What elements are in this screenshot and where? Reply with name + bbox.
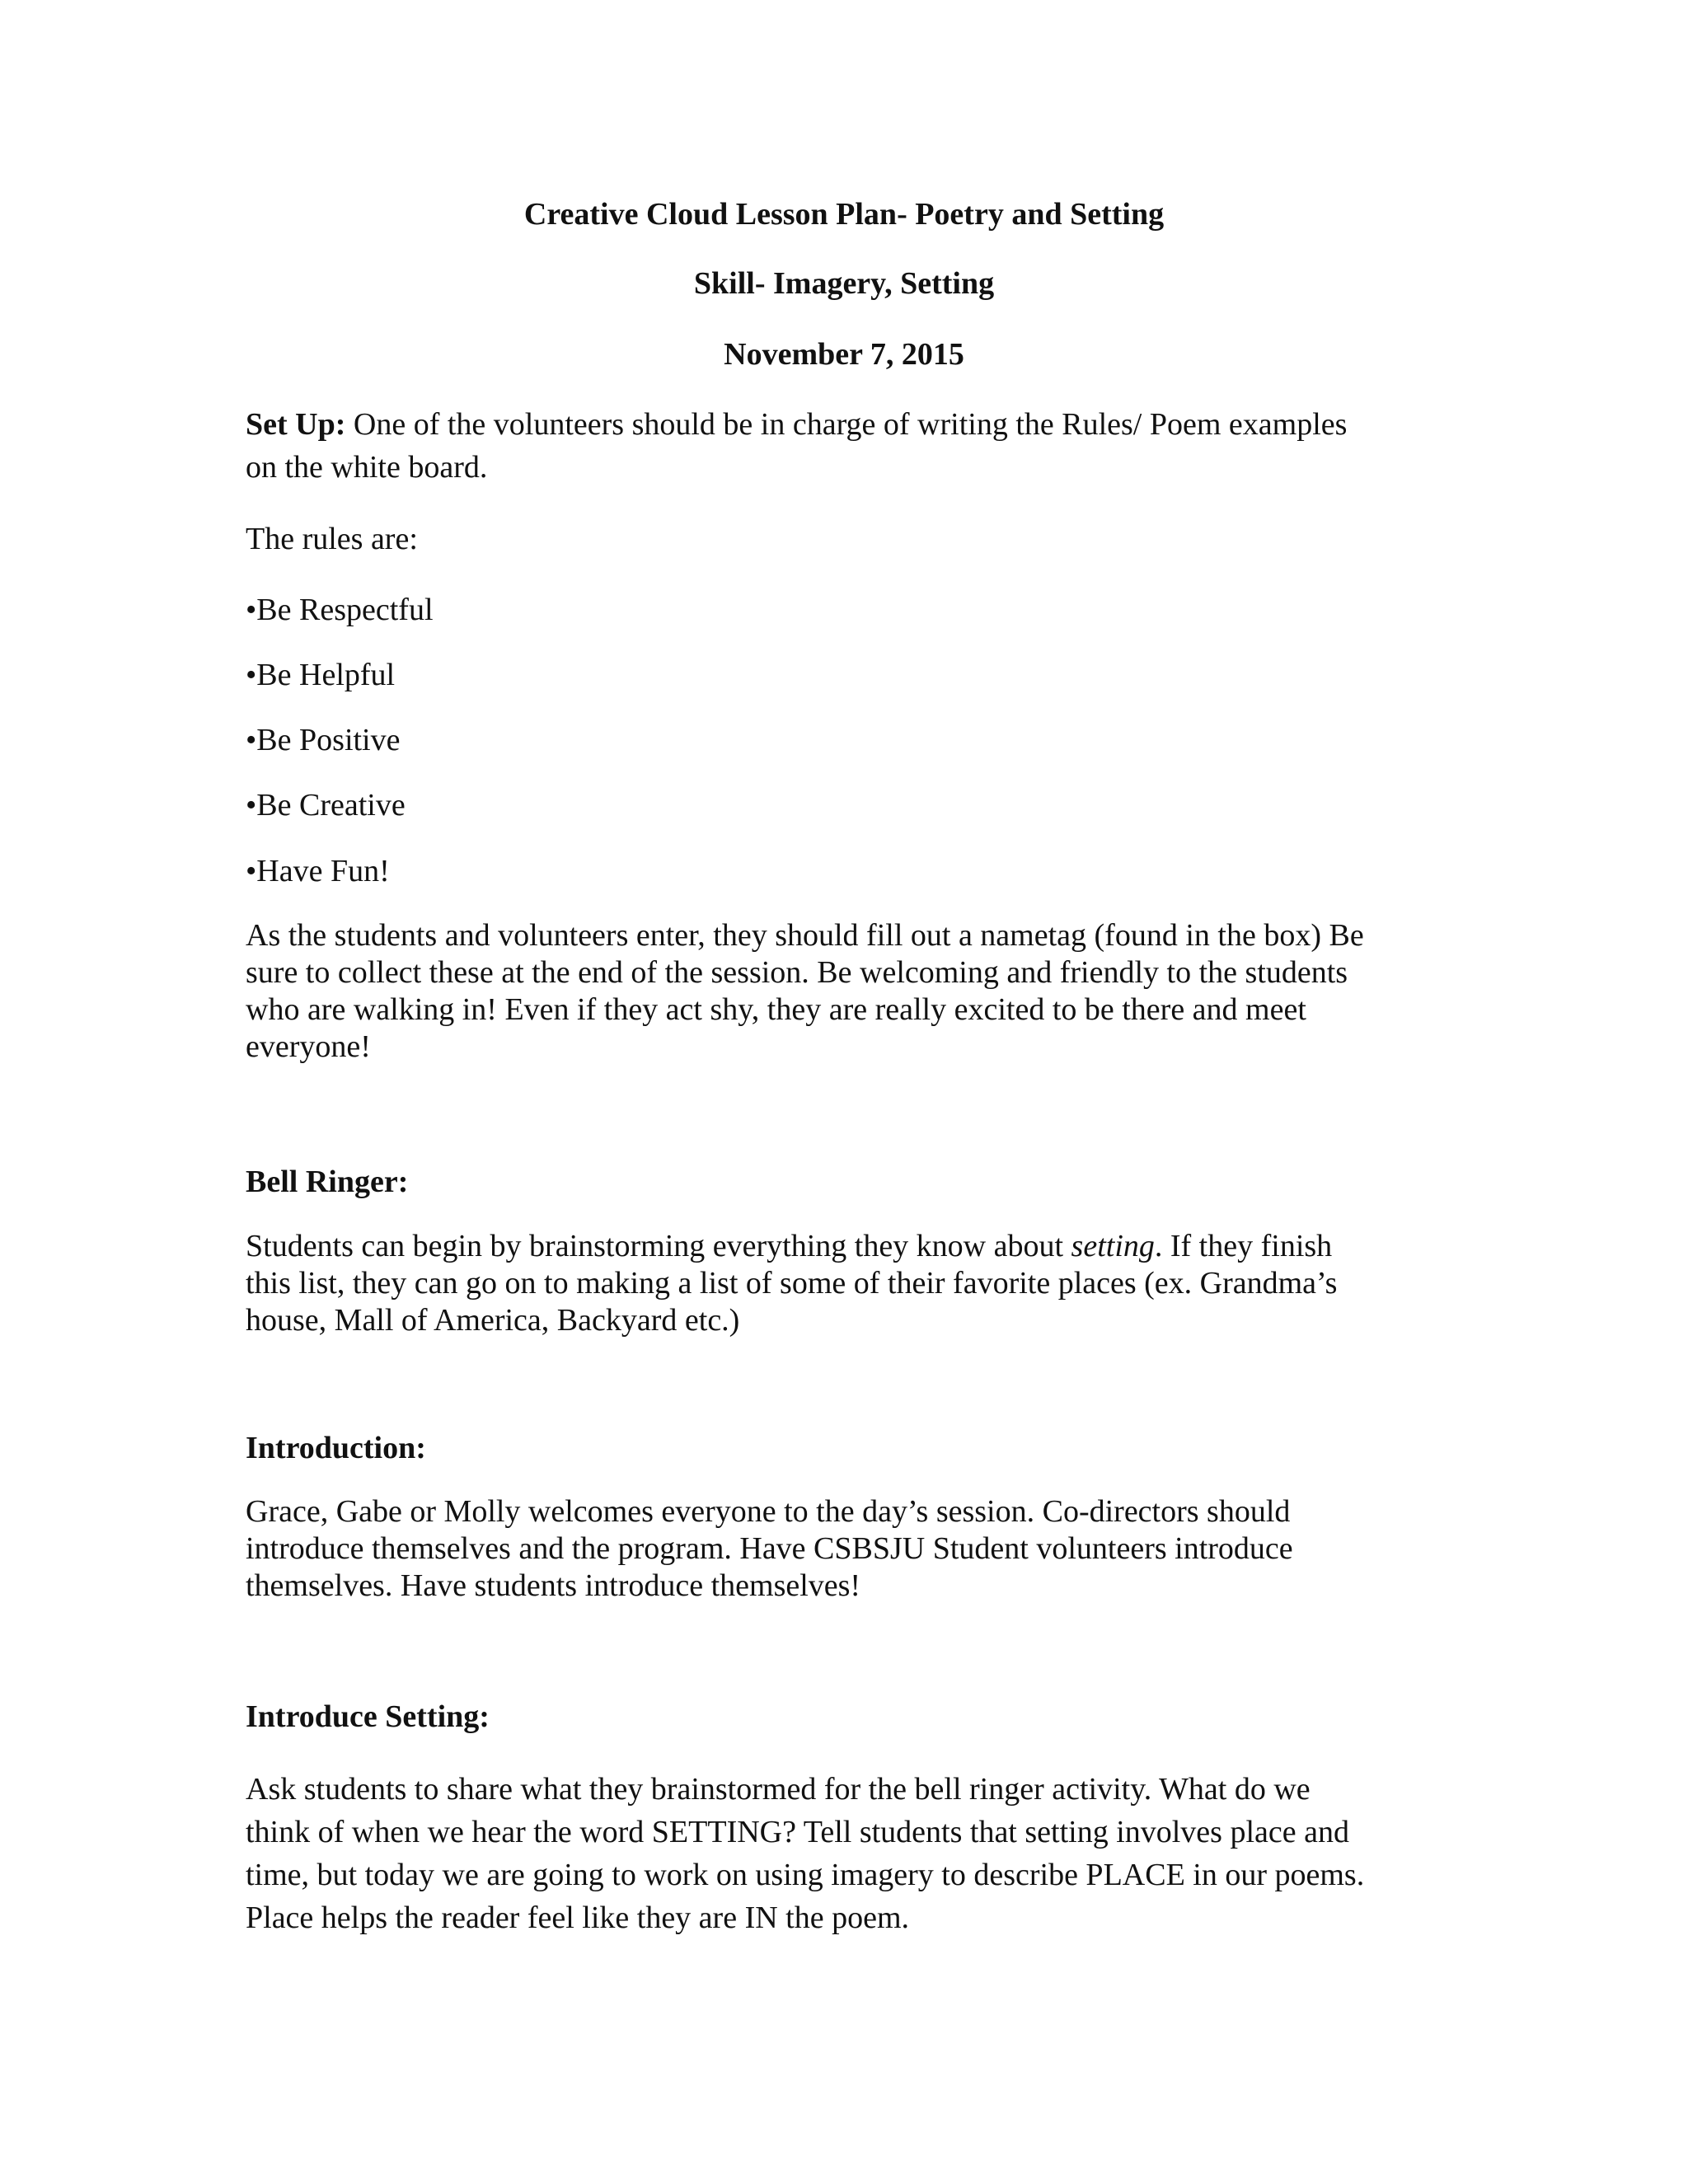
- document-title: Creative Cloud Lesson Plan- Poetry and Setting: [523, 197, 1165, 232]
- introduction-heading: Introduction:: [246, 1431, 426, 1465]
- rule-item: •Be Helpful: [246, 658, 396, 692]
- bell-ringer-paragraph: [246, 1228, 1432, 1339]
- bell-ringer-text-start: Students can begin by brainstorming everything they know about: [246, 1229, 1071, 1263]
- introduce-setting-heading: Introduce Setting:: [246, 1699, 490, 1734]
- bell-ringer-heading: Bell Ringer:: [246, 1165, 409, 1199]
- skill-heading: Skill- Imagery, Setting: [693, 266, 995, 301]
- bell-ringer-text-end: . If they finish this list, they can go on to making a list of some of their favorite places (ex. Grandma’s house, Mall of America, Backyard etc.): [246, 1229, 1338, 1338]
- introduction-paragraph: Grace, Gabe or Molly welcomes everyone to the day’s session. Co-directors should introduce themselves and the program. Have CSBSJU Student volunteers introduce themselves. Have students introduce themselves!: [246, 1494, 1293, 1603]
- setup-text: One of the volunteers should be in charge of writing the Rules/ Poem examples on the white board.: [246, 407, 1348, 485]
- setup-label: Set Up:: [246, 407, 346, 442]
- introduce-setting-paragraph: Ask students to share what they brainstormed for the bell ringer activity. What do we think of when we hear the word SETTING? Tell students that setting involves place and time, but today we are going to work on using imagery to describe PLACE in our poems. Place helps the reader feel like they are IN the poem.: [246, 1772, 1365, 1935]
- rules-intro: The rules are:: [246, 522, 418, 556]
- rule-item: •Have Fun!: [246, 854, 390, 888]
- rule-item: •Be Creative: [246, 788, 406, 823]
- rule-item: •Be Respectful: [246, 593, 434, 627]
- bell-ringer-italic-word: setting: [1071, 1229, 1155, 1263]
- arrival-paragraph: As the students and volunteers enter, they should fill out a nametag (found in the box) Be sure to collect these at the end of the session. Be welcoming and friendly to the students who are walking in! Even if they act shy, they are really excited to be there and meet everyone!: [246, 918, 1364, 1064]
- date-heading: November 7, 2015: [724, 337, 964, 372]
- setup-paragraph: [246, 403, 1432, 489]
- rule-item: •Be Positive: [246, 723, 401, 757]
